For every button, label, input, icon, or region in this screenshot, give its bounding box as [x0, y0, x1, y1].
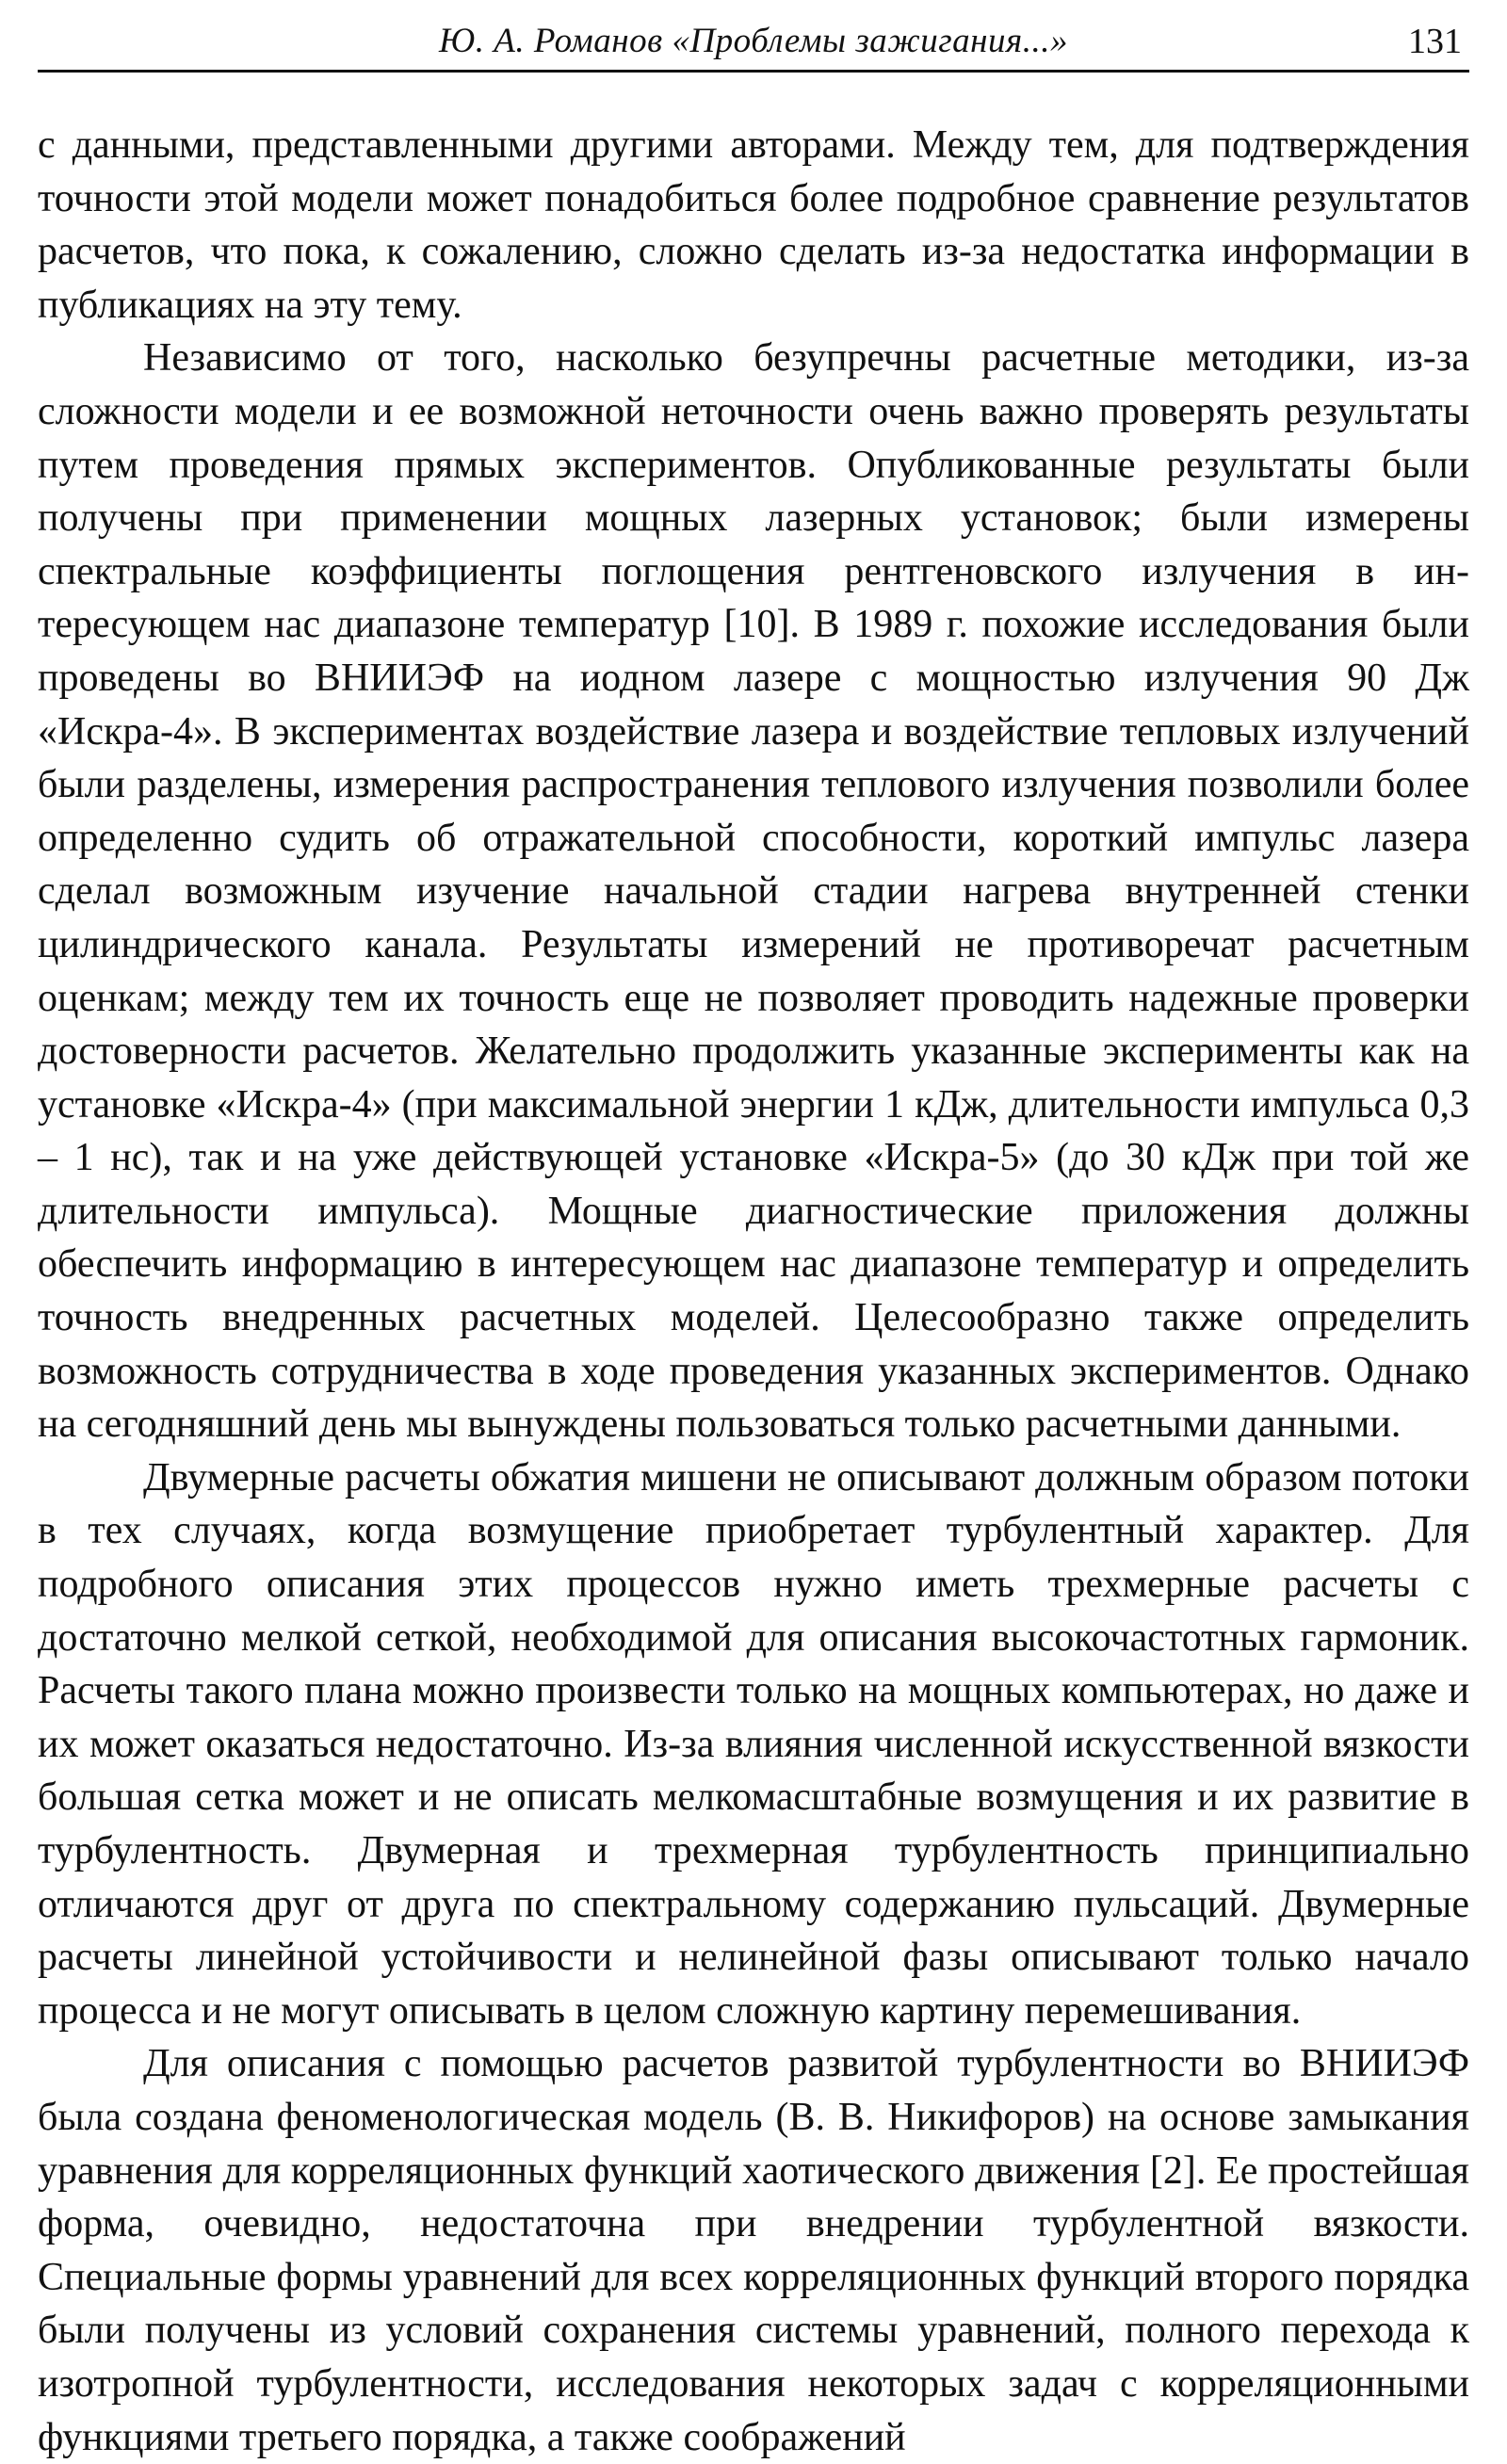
paragraph: Независимо от того, насколько безупречны расчетные методики, из-за сложности модели и ее возможной неточности очень важно проверять результаты путем проведения прямых экспериментов. Опубликованные результаты были получены при применении мощных лазерных установок; были измерены спектральные коэффициенты поглощения рентгеновского излучения в интересующем нас диапазоне температур [10]. В 1989 г. похожие исследования были проведены во ВНИИЭФ на иодном лазере с мощностью излучения 90 Дж «Искра-4». В экспериментах воздействие лазера и воздействие тепловых излучений были разделены, измерения распространения теплового излучения позволили более определенно судить об отражательной способности, короткий импульс лазера сделал возможным изучение начальной стадии нагрева внутренней стенки цилиндрического канала. Результаты измерений не противоречат расчетным оценкам; между тем их точность еще не позволяет проводить надежные проверки достоверности расчетов. Желательно продолжить указанные эксперименты как на установке «Искра-4» (при максимальной энергии 1 кДж, длительности импульса 0,3 – 1 нс), так и на уже действующей установке «Искра-5» (до 30 кДж при той же длительности импульса). Мощные диагностические приложения должны обеспечить информацию в интересующем нас диапазоне температур и определить точность внедренных расчетных моделей. Целесообразно также определить возможность сотрудничества в ходе проведения указанных экспериментов. Однако на сегодняшний день мы вынуждены пользоваться только расчетными данными. — [38, 336, 1469, 1447]
page-number: 131 — [1408, 22, 1462, 61]
body-text — [38, 119, 1469, 2464]
running-title: Ю. А. Романов «Проблемы зажигания...» — [439, 22, 1068, 60]
paragraph: Двумерные расчеты обжатия мишени не описывают должным образом потоки в тех случаях, когда возмущение приобретает турбулентный характер. Для подробного описания этих процессов нужно иметь трехмерные расчеты с достаточно мелкой сеткой, необходимой для описания высокочастотных гармоник. Расчеты такого плана можно произвести только на мощных компьютерах, но даже и их может оказаться недостаточно. Из-за влияния численной искусственной вязкости большая сетка может и не описать мелкомасштабные возмущения и их развитие в турбулентность. Двумерная и трехмерная турбулентность принципиально отличаются друг от друга по спектральному содержанию пульсаций. Двумерные расчеты линейной устойчивости и нелинейной фазы описывают только начало процесса и не могут описывать в целом сложную картину перемешивания. — [38, 1455, 1469, 2033]
paragraph-continued: с данными, представленными другими авторами. Между тем, для подтверждения точности этой модели может понадобиться более подробное сравнение результатов расчетов, что пока, к сожалению, сложно сделать из-за недостатка информации в публикациях на эту тему. — [38, 123, 1469, 327]
document-page — [38, 0, 1469, 2459]
paragraph: Для описания с помощью расчетов развитой турбулентности во ВНИИЭФ была создана феноменологическая модель (В. В. Никифоров) на основе замыкания уравнения для корреляционных функций хаотического движения [2]. Ее простейшая форма, очевидно, недостаточна при внедрении турбулентной вязкости. Специальные формы уравнений для всех корреляционных функций второго порядка были получены из условий сохранения системы уравнений, полного перехода к изотропной турбулентности, исследования некоторых задач с корреляционными функциями третьего порядка, а также соображений — [38, 2042, 1469, 2459]
running-header — [38, 0, 1469, 73]
